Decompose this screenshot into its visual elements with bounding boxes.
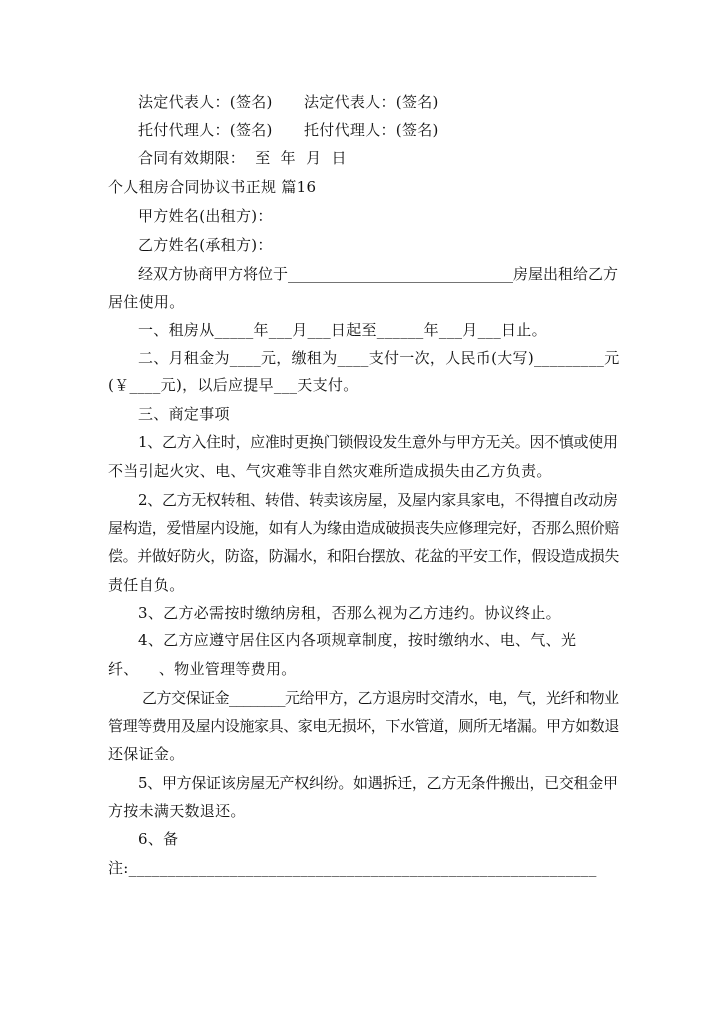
deposit-line-3: 还保证金。 xyxy=(108,745,185,763)
intro-line-2: 居住使用。 xyxy=(108,293,185,311)
matter-1-line-2: 不当引起火灾、电、气灾难等非自然灾难所造成损失由乙方负责。 xyxy=(108,462,552,480)
clause-rent-period: 一、租房从_____年___月___日起至______年___月___日止。 xyxy=(138,321,547,339)
matter-4-line-1: 4、乙方应遵守居住区内各项规章制度，按时缴纳水、电、气、光 xyxy=(138,631,577,649)
matter-5-line-2: 方按未满天数退还。 xyxy=(108,802,246,820)
matter-2-line-4: 责任自负。 xyxy=(108,576,185,594)
deposit-line-1: 乙方交保证金________元给甲方，乙方退房时交清水，电，气，光纤和物业 xyxy=(142,689,619,707)
matter-1-line-1: 1、乙方入住时，应准时更换门锁假设发生意外与甲方无关。因不慎或使用 xyxy=(138,433,618,451)
matter-5-line-1: 5、甲方保证该房屋无产权纠纷。如遇拆迁，乙方无条件搬出，已交租金甲 xyxy=(138,774,618,792)
rep-signature-b: 法定代表人：(签名) xyxy=(304,93,439,111)
matter-3: 3、乙方必需按时缴纳房租，否那么视为乙方违约。协议终止。 xyxy=(138,604,561,622)
agent-signature-b: 托付代理人：(签名) xyxy=(304,121,439,139)
remarks-line: 注:____________________________________________________________ xyxy=(108,859,597,877)
rep-signature-a: 法定代表人：(签名) xyxy=(138,93,273,111)
section-heading: 个人租房合同协议书正规 篇16 xyxy=(108,178,317,196)
matter-6-line-1: 6、备 xyxy=(138,830,179,848)
clause-rent-amount-2: (￥____元)，以后应提早___天支付。 xyxy=(108,376,359,394)
agent-signature-a: 托付代理人：(签名) xyxy=(138,121,273,139)
intro-line-1: 经双方协商甲方将位于______________________________房屋出租给乙方 xyxy=(138,265,619,283)
deposit-line-2: 管理等费用及屋内设施家具、家电无损坏，下水管道，厕所无堵漏。甲方如数退 xyxy=(108,717,620,735)
matter-4-line-2: 纤、 、物业管理等费用。 xyxy=(108,660,297,678)
matter-2-line-2: 屋构造，爱惜屋内设施，如有人为缘由造成破损丧失应修理完好，否那么照价赔 xyxy=(108,519,620,537)
clause-rent-amount-1: 二、月租金为____元，缴租为____支付一次，人民币(大写)_________元 xyxy=(138,349,620,367)
contract-validity: 合同有效期限： 至 年 月 日 xyxy=(138,149,347,167)
party-b-name: 乙方姓名(承租方)： xyxy=(138,236,273,254)
matter-2-line-3: 偿。并做好防火，防盗，防漏水，和阳台摆放、花盆的平安工作，假设造成损失 xyxy=(108,547,620,565)
matter-2-line-1: 2、乙方无权转租、转借、转卖该房屋，及屋内家具家电，不得擅自改动房 xyxy=(138,491,618,509)
party-a-name: 甲方姓名(出租方)： xyxy=(138,207,273,225)
clause-agreed-matters: 三、商定事项 xyxy=(138,405,230,423)
